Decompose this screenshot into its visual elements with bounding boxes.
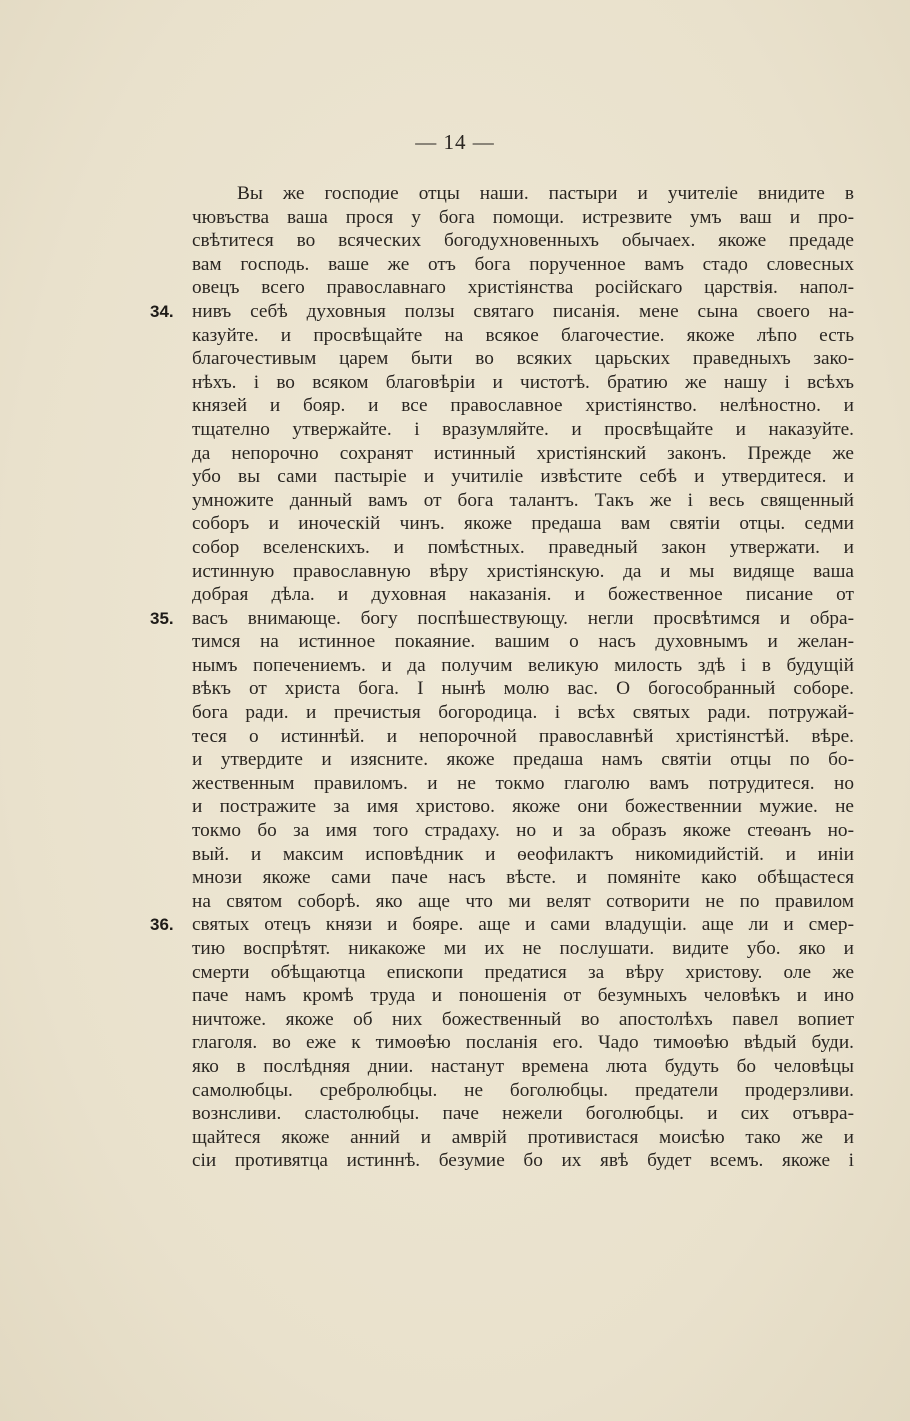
text-line — [0, 1149, 910, 1173]
text-line — [0, 371, 910, 395]
line-text: истинную православную вѣру христіянскую. да и мы видяще ваша — [192, 560, 854, 582]
text-line — [0, 465, 910, 489]
line-text: бога ради. и пречистыя богородица. і всѣх святых ради. потружай- — [192, 702, 854, 724]
text-line — [0, 182, 910, 206]
text-line — [0, 347, 910, 371]
line-text: князей и бояр. и все православное христіянство. нелѣностно. и — [192, 395, 854, 417]
text-line — [0, 442, 910, 466]
line-text: вѣкъ от христа бога. І нынѣ молю вас. О богособранный соборе. — [192, 678, 854, 700]
line-text: собор вселенскихъ. и помѣстных. праведный закон утвержати. и — [192, 536, 854, 558]
line-text: паче намъ кромѣ труда и поношенія от безумныхъ человѣкъ и ино — [192, 985, 854, 1007]
line-text: убо вы сами пастыріе и учитиліе извѣстите себѣ и утвердитеся. и — [192, 466, 854, 488]
line-text: нѣхъ. і во всяком благовѣріи и чистотѣ. братию же нашу і всѣхъ — [192, 371, 854, 393]
text-line — [0, 748, 910, 772]
line-text: тщателно утвержайте. і вразумляйте. и просвѣщайте и наказуйте. — [192, 418, 854, 440]
line-text: сіи противятца истиннѣ. безумие бо их явѣ будет всемъ. якоже і — [192, 1150, 854, 1172]
text-line — [0, 276, 910, 300]
line-text: благочестивым царем быти во всяких царьских праведныхъ зако- — [192, 348, 854, 370]
text-line — [0, 984, 910, 1008]
text-line — [0, 772, 910, 796]
line-text: теся о истиннѣй. и непорочной православнѣй христіянстѣй. вѣре. — [192, 725, 854, 747]
text-line — [0, 1008, 910, 1032]
line-text: смерти обѣщаютца епископи предатися за вѣру христову. оле же — [192, 961, 854, 983]
text-line — [0, 253, 910, 277]
line-text: да непорочно сохранят истинный христіянский законъ. Прежде же — [192, 442, 854, 464]
line-text: жественным правиломъ. и не токмо глаголю вамъ потрудитеся. но — [192, 772, 854, 794]
verse-number: 35. — [150, 608, 174, 628]
text-line — [0, 512, 910, 536]
line-text: самолюбцы. сребролюбцы. не боголюбцы. предатели продерзливи. — [192, 1079, 854, 1101]
text-line — [0, 937, 910, 961]
line-text: тимся на истинное покаяние. вашим о насъ духовнымъ и желан- — [192, 631, 854, 653]
line-text: добрая дѣла. и духовная наказанія. и божественное писание от — [192, 584, 854, 606]
text-line — [0, 890, 910, 914]
text-line — [0, 1102, 910, 1126]
text-line — [0, 725, 910, 749]
text-line — [0, 866, 910, 890]
line-text: яко в послѣдняя днии. настанут времена люта будуть бо человѣцы — [192, 1055, 854, 1077]
text-line — [0, 677, 910, 701]
line-text: на святом соборѣ. яко аще что ми велят сотворити не по правилом — [192, 890, 854, 912]
text-line — [0, 843, 910, 867]
text-line — [0, 583, 910, 607]
page-number: — 14 — — [415, 130, 495, 154]
line-text: чювъства ваша прося у бога помощи. истрезвите умъ ваш и про- — [192, 206, 854, 228]
verse-number: 34. — [150, 301, 174, 321]
text-line — [0, 961, 910, 985]
line-text: мнози якоже сами паче насъ вѣсте. и помяніте како обѣщастеся — [192, 867, 854, 889]
text-line — [0, 1031, 910, 1055]
line-text: вый. и максим исповѣдник и ѳеофилактъ никомидийстій. и иніи — [192, 843, 854, 865]
text-line — [0, 418, 910, 442]
line-text: нымъ попечениемъ. и да получим великую милость здѣ і в будущій — [192, 654, 854, 676]
text-line — [0, 394, 910, 418]
line-text: святых отецъ князи и бояре. аще и сами владущіи. аще ли и смер- — [192, 914, 854, 936]
text-line — [0, 607, 910, 631]
text-line — [0, 489, 910, 513]
line-text: свѣтитеся во всяческих богодухновенныхъ обычаех. якоже предаде — [192, 230, 854, 252]
line-text: токмо бо за имя того страдаху. но и за образъ якоже стеѳанъ но- — [192, 820, 854, 842]
text-line — [0, 795, 910, 819]
text-line — [0, 654, 910, 678]
text-line — [0, 560, 910, 584]
text-line — [0, 1055, 910, 1079]
text-line — [0, 536, 910, 560]
line-text: ничтоже. якоже об них божественный во апостолѣхъ павел вопиет — [192, 1008, 854, 1030]
line-text: и постражите за имя христово. якоже они божественнии мужие. не — [192, 796, 854, 818]
text-line — [0, 819, 910, 843]
line-text: глаголя. во еже к тимоѳѣю посланія его. Чадо тимоѳѣю вѣдый буди. — [192, 1032, 854, 1054]
line-text: умножите данный вамъ от бога талантъ. Такъ же і весь священный — [192, 489, 854, 511]
line-text: щайтеся якоже анний и амврій противистася моисѣю тако же и — [192, 1126, 854, 1148]
text-line — [0, 1079, 910, 1103]
line-text: нивъ себѣ духовныя ползы святаго писанія. мене сына своего на- — [192, 300, 854, 322]
line-text: васъ внимающе. богу поспѣшествующу. негли просвѣтимся и обра- — [192, 607, 854, 629]
line-text: тию воспрѣтят. никакоже ми их не послушати. видите убо. яко и — [192, 938, 854, 959]
text-line — [0, 206, 910, 230]
text-line — [0, 229, 910, 253]
verse-number: 36. — [150, 915, 174, 935]
line-text: и утвердите и изясните. якоже предаша намъ святіи отцы по бо- — [192, 749, 854, 771]
text-line — [0, 630, 910, 654]
text-line — [0, 324, 910, 348]
line-text: вам господь. ваше же отъ бога порученное вамъ стадо словесных — [192, 253, 854, 275]
text-line — [0, 1126, 910, 1150]
text-body — [0, 182, 910, 1173]
text-line — [0, 701, 910, 725]
text-line — [0, 913, 910, 937]
line-text: овецъ всего православнаго христіянства російскаго царствія. напол- — [192, 277, 854, 299]
line-text: Вы же господие отцы наши. пастыри и учителіе внидите в — [237, 183, 854, 204]
line-text: казуйте. и просвѣщайте на всякое благочестие. якоже лѣпо есть — [192, 324, 854, 346]
line-text: соборъ и иноческій чинъ. якоже предаша вам святіи отцы. седми — [192, 513, 854, 535]
text-line — [0, 300, 910, 324]
line-text: вознсливи. сластолюбцы. паче нежели боголюбцы. и сих отъвра- — [192, 1103, 854, 1125]
